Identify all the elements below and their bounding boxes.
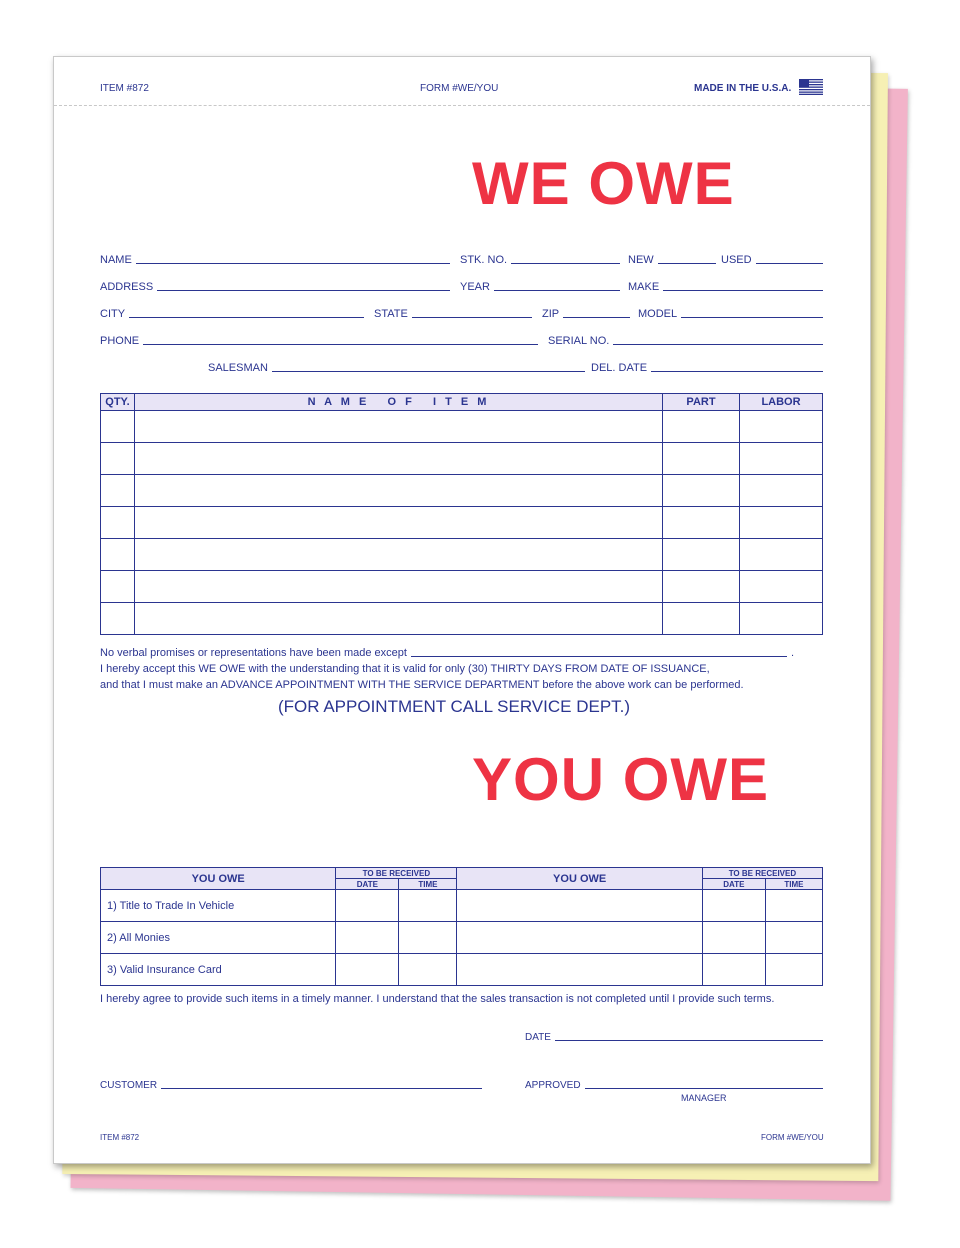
manager-label: MANAGER: [681, 1093, 727, 1103]
qty-header: QTY.: [101, 394, 135, 411]
address-label: ADDRESS: [100, 281, 154, 293]
approved-signature-label: APPROVED: [525, 1080, 581, 1091]
time-header-left: TIME: [399, 879, 457, 890]
stock-number-field[interactable]: [460, 254, 620, 266]
table-row[interactable]: [101, 571, 823, 603]
serial-number-field[interactable]: [548, 335, 823, 347]
part-header: PART: [663, 394, 740, 411]
you-owe-item: 1) Title to Trade In Vehicle: [101, 890, 336, 922]
make-label: MAKE: [628, 281, 660, 293]
city-field[interactable]: [100, 308, 364, 320]
state-field[interactable]: [374, 308, 532, 320]
zip-label: ZIP: [542, 308, 560, 320]
make-field[interactable]: [628, 281, 823, 293]
time-header-right: TIME: [765, 879, 822, 890]
table-row[interactable]: [101, 890, 823, 922]
items-header-row: [101, 394, 823, 411]
you-owe-header-right: YOU OWE: [457, 868, 702, 890]
appointment-call-text: (FOR APPOINTMENT CALL SERVICE DEPT.): [278, 697, 631, 716]
you-owe-header-left: YOU OWE: [101, 868, 336, 890]
name-field[interactable]: [100, 254, 450, 266]
date-signature-label: DATE: [525, 1032, 551, 1043]
zip-field[interactable]: [542, 308, 630, 320]
item-number-footer: ITEM #872: [100, 1133, 140, 1142]
serial-number-label: SERIAL NO.: [548, 335, 610, 347]
phone-label: PHONE: [100, 335, 140, 347]
table-row[interactable]: [101, 475, 823, 507]
appointment-requirement-text: and that I must make an ADVANCE APPOINTMENT WITH THE SERVICE DEPARTMENT before the above work can be performed.: [100, 679, 744, 691]
form-number-header: FORM #WE/YOU: [420, 83, 499, 94]
phone-field[interactable]: [100, 335, 538, 347]
table-row[interactable]: [101, 539, 823, 571]
approved-signature-field[interactable]: [525, 1080, 823, 1091]
you-owe-item: 3) Valid Insurance Card: [101, 954, 336, 986]
salesman-label: SALESMAN: [208, 362, 268, 374]
table-row[interactable]: [101, 603, 823, 635]
you-owe-item: 2) All Monies: [101, 922, 336, 954]
used-field[interactable]: [721, 254, 823, 266]
date-header-left: DATE: [336, 879, 399, 890]
agreement-text: I hereby agree to provide such items in a timely manner. I understand that the sales transaction is not completed until I provide such terms.: [100, 993, 775, 1005]
customer-signature-field[interactable]: [100, 1080, 482, 1091]
year-label: YEAR: [460, 281, 490, 293]
address-field[interactable]: [100, 281, 450, 293]
salesman-field[interactable]: [208, 362, 585, 374]
date-header-right: DATE: [702, 879, 765, 890]
verbal-promises-field[interactable]: No verbal promises or representations have been made except .: [100, 647, 794, 659]
new-label: NEW: [628, 254, 654, 266]
model-label: MODEL: [638, 308, 678, 320]
delivery-date-field[interactable]: [591, 362, 823, 374]
you-owe-title: YOU OWE: [472, 746, 770, 813]
name-label: NAME: [100, 254, 132, 266]
items-table: [100, 393, 823, 635]
new-field[interactable]: [628, 254, 716, 266]
form-sheet: [53, 56, 871, 1164]
stock-number-label: STK. NO.: [460, 254, 508, 266]
table-row[interactable]: [101, 411, 823, 443]
model-field[interactable]: [638, 308, 823, 320]
city-label: CITY: [100, 308, 126, 320]
year-field[interactable]: [460, 281, 620, 293]
customer-signature-label: CUSTOMER: [100, 1080, 158, 1091]
table-row[interactable]: [101, 507, 823, 539]
item-number-header: ITEM #872: [100, 83, 149, 94]
we-owe-title: WE OWE: [472, 150, 735, 217]
to-be-received-header-left: TO BE RECEIVED: [336, 868, 457, 879]
table-row[interactable]: [101, 954, 823, 986]
used-label: USED: [721, 254, 752, 266]
form-number-footer: FORM #WE/YOU: [761, 1133, 824, 1142]
made-in-usa: MADE IN THE U.S.A.: [694, 83, 792, 94]
table-row[interactable]: [101, 922, 823, 954]
state-label: STATE: [374, 308, 408, 320]
perforation-line: [54, 105, 870, 106]
verbal-promises-text: No verbal promises or representations have been made except: [100, 647, 407, 659]
validity-text: I hereby accept this WE OWE with the understanding that it is valid for only (30) THIRTY DAYS FROM DATE OF ISSUANCE,: [100, 663, 710, 675]
table-row[interactable]: [101, 443, 823, 475]
delivery-date-label: DEL. DATE: [591, 362, 648, 374]
us-flag-icon: [799, 79, 823, 95]
name-of-item-header: N A M E O F I T E M: [135, 394, 663, 411]
labor-header: LABOR: [740, 394, 823, 411]
you-owe-table: [100, 867, 823, 986]
to-be-received-header-right: TO BE RECEIVED: [702, 868, 822, 879]
date-signature-field[interactable]: [525, 1032, 823, 1043]
